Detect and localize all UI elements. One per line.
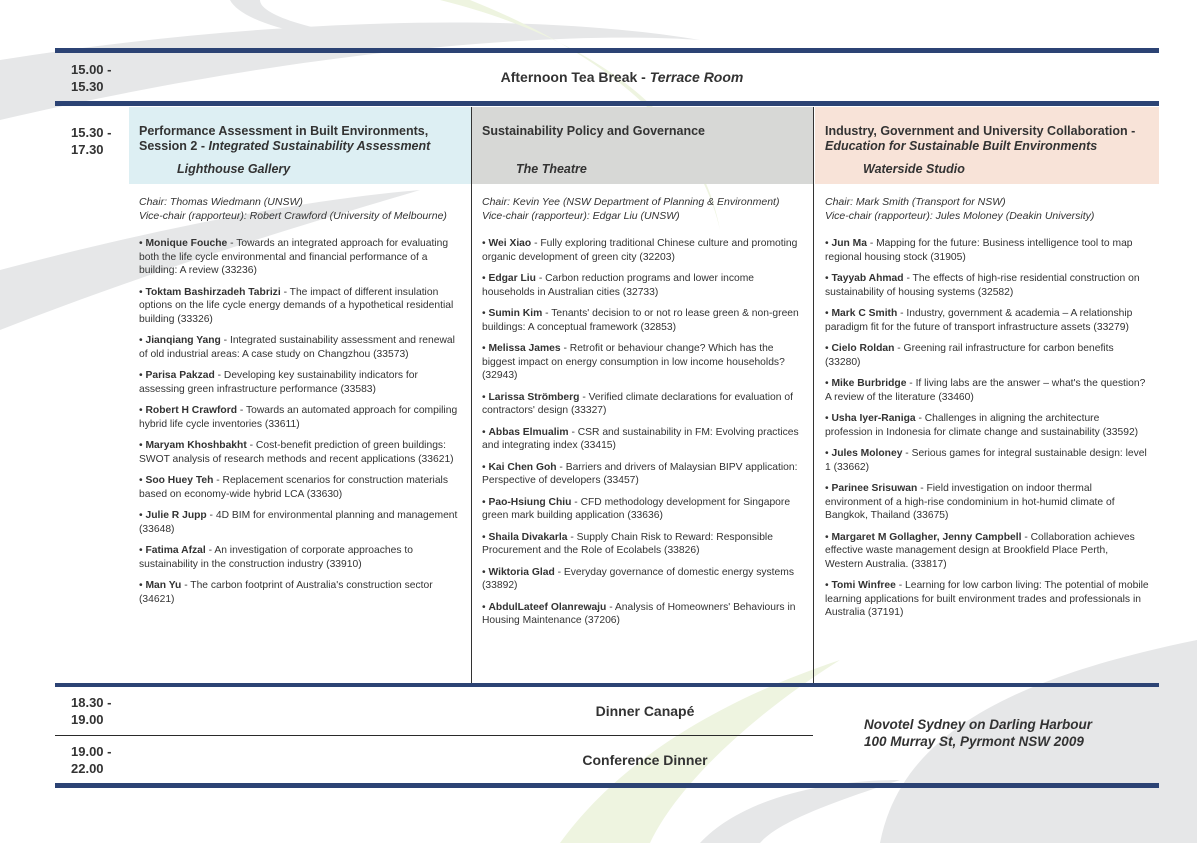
track-title-3 bbox=[825, 124, 1149, 154]
conference-dinner-label: Conference Dinner bbox=[582, 752, 708, 768]
tea-break-text: Afternoon Tea Break - bbox=[500, 69, 650, 85]
track-header-2 bbox=[472, 107, 813, 184]
dinner-rule bbox=[55, 683, 1159, 687]
list-item: • Margaret M Gollagher, Jenny Campbell - Collaboration achieves effective waste management design at Brookfield Place Perth, Western Australia. (33817) bbox=[825, 531, 1135, 570]
track-header-3 bbox=[815, 107, 1159, 184]
track-column-1 bbox=[129, 107, 471, 683]
track-title-text-2: Sustainability Policy and Governance bbox=[482, 124, 705, 138]
list-item: • Sumin Kim - Tenants' decision to or not ro lease green & non-green buildings: A conceptual framework (32853) bbox=[482, 308, 799, 333]
track-venue-1: Lighthouse Gallery bbox=[177, 162, 291, 176]
vice-chair: Vice-chair (rapporteur): Jules Moloney (Deakin University) bbox=[825, 209, 1095, 222]
list-item: • AbdulLateef Olanrewaju - Analysis of Homeowners' Behaviours in Housing Maintenance (37206) bbox=[482, 601, 796, 626]
dinner-canape-label: Dinner Canapé bbox=[595, 703, 695, 719]
paper-list-2 bbox=[472, 223, 813, 628]
paper-list-1 bbox=[129, 223, 471, 606]
track-venue-2: The Theatre bbox=[516, 162, 587, 176]
list-item: • Soo Huey Teh - Replacement scenarios for construction materials based on economy-wide hybrid LCA (33630) bbox=[139, 475, 448, 500]
column-divider-2 bbox=[813, 107, 814, 683]
list-item: • Man Yu - The carbon footprint of Australia's construction sector (34621) bbox=[139, 580, 433, 605]
list-item: • Usha Iyer-Raniga - Challenges in aligning the architecture profession in Indonesia for climate change and sustainability (33592) bbox=[825, 413, 1139, 438]
track-header-1 bbox=[129, 107, 471, 184]
chair: Chair: Mark Smith (Transport for NSW) bbox=[825, 196, 1006, 208]
list-item: • Pao-Hsiung Chiu - CFD methodology development for Singapore green mark building application (33636) bbox=[482, 496, 791, 521]
list-item: • Shaila Divakarla - Supply Chain Risk to Reward: Responsible Procurement and the Role of Ecolabels (33826) bbox=[482, 531, 773, 556]
track-venue-3: Waterside Studio bbox=[863, 162, 965, 176]
location-line-1: Novotel Sydney on Darling Harbour bbox=[864, 717, 1093, 732]
track-title-text-1: Performance Assessment in Built Environments, Session 2 - bbox=[139, 124, 429, 153]
track-subtitle-3: Education for Sustainable Built Environments bbox=[825, 139, 1098, 153]
list-item: • Jules Moloney - Serious games for integral sustainable design: level 1 (33662) bbox=[825, 448, 1147, 473]
list-item: • Kai Chen Goh - Barriers and drivers of Malaysian BIPV application: Perspective of developers (33457) bbox=[482, 461, 798, 486]
vice-chair: Vice-chair (rapporteur): Robert Crawford (University of Melbourne) bbox=[139, 209, 447, 222]
list-item: • Monique Fouche - Towards an integrated approach for evaluating both the life cycle environmental and financial performance of a building: A review (33236) bbox=[139, 238, 449, 276]
vice-chair: Vice-chair (rapporteur): Edgar Liu (UNSW) bbox=[482, 209, 680, 222]
paper-list-3 bbox=[815, 223, 1159, 620]
top-rule bbox=[55, 48, 1159, 53]
dinner-location bbox=[864, 716, 1092, 750]
list-item: • Mark C Smith - Industry, government & academia – A relationship paradigm fit for the future of transport infrastructure assets (33279) bbox=[825, 308, 1133, 333]
list-item: • Parinee Srisuwan - Field investigation on indoor thermal environment of a high-rise condominium in hot-humid climate of Bangkok, Thailand (33675) bbox=[825, 483, 1115, 521]
list-item: • Abbas Elmualim - CSR and sustainability in FM: Evolving practices and integrating index (33415) bbox=[482, 426, 799, 451]
tea-break-venue: Terrace Room bbox=[649, 69, 744, 85]
list-item: • Wiktoria Glad - Everyday governance of domestic energy systems (33892) bbox=[482, 566, 794, 591]
list-item: • Robert H Crawford - Towards an automated approach for compiling hybrid life cycle inventories (33611) bbox=[139, 405, 458, 430]
tea-break-label bbox=[400, 69, 844, 85]
track-title-1 bbox=[139, 124, 461, 154]
track-title-2 bbox=[482, 124, 803, 139]
dinner-divider bbox=[55, 735, 813, 736]
list-item: • Julie R Jupp - 4D BIM for environmental planning and management (33648) bbox=[139, 510, 458, 535]
track-chairs-1 bbox=[129, 184, 471, 223]
conference-dinner-time: 19.00 - 22.00 bbox=[71, 744, 112, 776]
list-item: • Maryam Khoshbakht - Cost-benefit prediction of green buildings: SWOT analysis of research methods and recent applications (33621) bbox=[139, 440, 454, 465]
list-item: • Cielo Roldan - Greening rail infrastructure for carbon benefits (33280) bbox=[825, 343, 1114, 368]
list-item: • Mike Burbridge - If living labs are the answer – what's the question? A review of the literature (33460) bbox=[825, 378, 1146, 403]
list-item: • Jianqiang Yang - Integrated sustainability assessment and renewal of old industrial areas: A case study on Changzhou (33573) bbox=[139, 335, 455, 360]
track-chairs-2 bbox=[472, 184, 813, 223]
session-rule bbox=[55, 101, 1159, 106]
dinner-canape-time: 18.30 - 19.00 bbox=[71, 695, 112, 727]
chair: Chair: Kevin Yee (NSW Department of Planning & Environment) bbox=[482, 196, 780, 208]
location-line-2: 100 Murray St, Pyrmont NSW 2009 bbox=[864, 734, 1084, 749]
track-column-3 bbox=[815, 107, 1159, 683]
list-item: • Tomi Winfree - Learning for low carbon living: The potential of mobile learning applications for built environment trades and professionals in Australia (37191) bbox=[825, 580, 1149, 618]
list-item: • Fatima Afzal - An investigation of corporate approaches to sustainability in the construction industry (33910) bbox=[139, 545, 413, 570]
chair: Chair: Thomas Wiedmann (UNSW) bbox=[139, 196, 303, 208]
tea-break-time: 15.00 - 15.30 bbox=[71, 62, 112, 94]
list-item: • Parisa Pakzad - Developing key sustainability indicators for assessing green infrastructure performance (33583) bbox=[139, 370, 418, 395]
list-item: • Edgar Liu - Carbon reduction programs and lower income households in Australian cities (32733) bbox=[482, 273, 755, 298]
list-item: • Wei Xiao - Fully exploring traditional Chinese culture and promoting organic development of green city (32203) bbox=[482, 238, 798, 263]
track-title-text-3: Industry, Government and University Collaboration - bbox=[825, 124, 1136, 138]
list-item: • Tayyab Ahmad - The effects of high-rise residential construction on sustainability of housing systems (32582) bbox=[825, 273, 1140, 298]
list-item: • Melissa James - Retrofit or behaviour change? Which has the biggest impact on energy consumption in low income households? (32943) bbox=[482, 343, 785, 381]
track-column-2 bbox=[472, 107, 813, 683]
list-item: • Jun Ma - Mapping for the future: Business intelligence tool to map regional housing stock (31905) bbox=[825, 238, 1133, 263]
track-subtitle-1: Integrated Sustainability Assessment bbox=[208, 139, 431, 153]
list-item: • Larissa Strömberg - Verified climate declarations for evaluation of contractors' design (33327) bbox=[482, 391, 793, 416]
bottom-rule bbox=[55, 783, 1159, 788]
track-chairs-3 bbox=[815, 184, 1159, 223]
session-time: 15.30 - 17.30 bbox=[71, 125, 112, 157]
list-item: • Toktam Bashirzadeh Tabrizi - The impact of different insulation options on the life cycle energy demands of a hypothetical residential building (33326) bbox=[139, 286, 454, 325]
